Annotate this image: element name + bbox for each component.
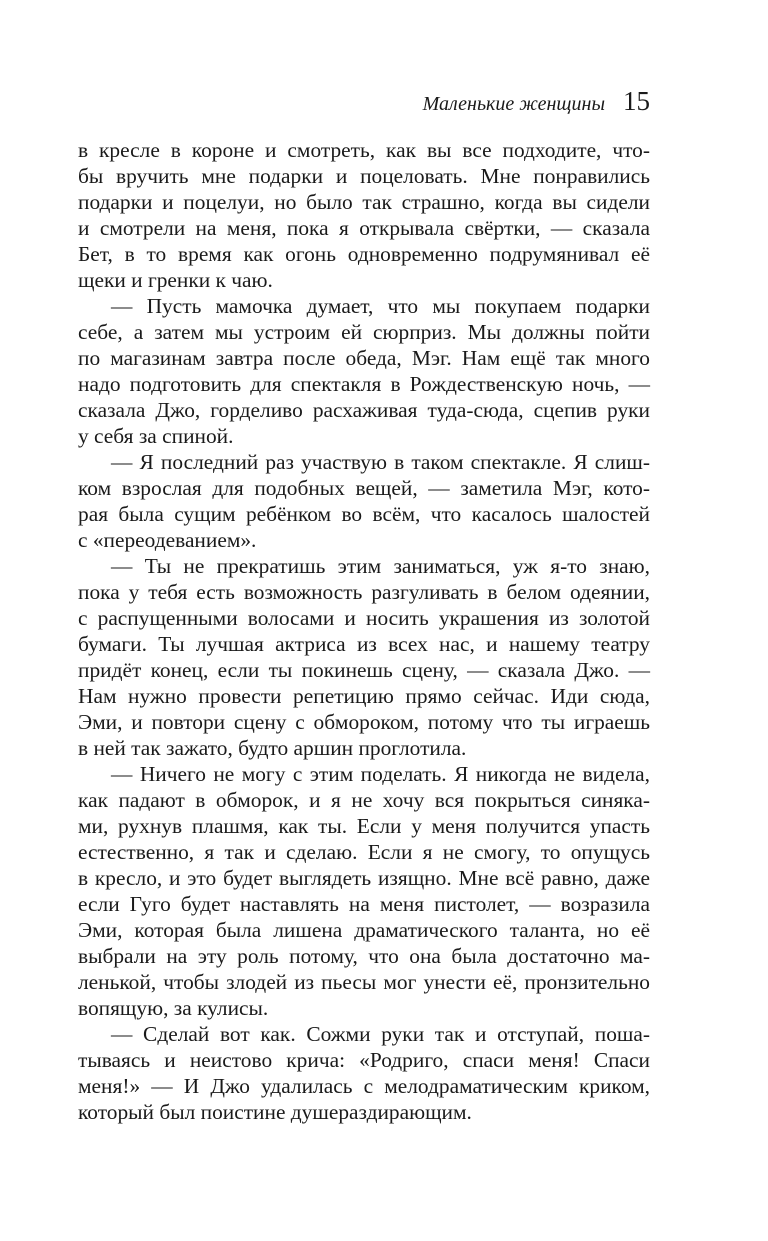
text-line: с распущенными волосами и носить украшения из золотой: [78, 606, 650, 630]
text-line: и смотрели на меня, пока я открывала свёртки, — сказала: [78, 216, 650, 240]
text-line: — Я последний раз участвую в таком спектакле. Я слиш-: [111, 450, 650, 474]
text-line: — Ничего не могу с этим поделать. Я никогда не видела,: [111, 762, 650, 786]
text-line: — Пусть мамочка думает, что мы покупаем подарки: [111, 294, 650, 318]
text-line: Эми, и повтори сцену с обмороком, потому что ты играешь: [78, 710, 650, 734]
text-line: сказала Джо, горделиво расхаживая туда-сюда, сцепив руки: [78, 398, 650, 422]
text-line: щеки и гренки к чаю.: [78, 268, 273, 292]
text-line: тываясь и неистово крича: «Родриго, спаси меня! Спаси: [78, 1048, 650, 1072]
text-line: — Ты не прекратишь этим заниматься, уж я-то знаю,: [111, 554, 650, 578]
text-line: как падают в обморок, и я не хочу вся покрыться синяка-: [78, 788, 650, 812]
text-line: вопящую, за кулисы.: [78, 996, 269, 1020]
text-line: надо подготовить для спектакля в Рождественскую ночь, —: [78, 372, 650, 396]
text-line: по магазинам завтра после обеда, Мэг. Нам ещё так много: [78, 346, 650, 370]
text-line: ленькой, чтобы злодей из пьесы мог унести её, пронзительно: [78, 970, 650, 994]
paragraph: [78, 293, 650, 449]
text-line: который был поистине душераздирающим.: [78, 1100, 472, 1124]
text-line: выбрали на эту роль потому, что она была достаточно ма-: [78, 944, 650, 968]
text-line: с «переодеванием».: [78, 528, 257, 552]
text-line: Нам нужно провести репетицию прямо сейчас. Иди сюда,: [78, 684, 650, 708]
text-line: в кресло, и это будет выглядеть изящно. Мне всё равно, даже: [78, 866, 650, 890]
paragraph: [78, 1021, 650, 1125]
book-title: Маленькие женщины: [422, 93, 605, 115]
paragraph: [78, 761, 650, 1021]
text-line: естественно, я так и сделаю. Если я не смогу, то опущусь: [78, 840, 650, 864]
text-line: подарки и поцелуи, но было так страшно, когда вы сидели: [78, 190, 650, 214]
paragraph: [78, 137, 650, 293]
text-line: придёт конец, если ты покинешь сцену, — сказала Джо. —: [78, 658, 650, 682]
text-line: бумаги. Ты лучшая актриса из всех нас, и нашему театру: [78, 632, 650, 656]
text-line: рая была сущим ребёнком во всём, что касалось шалостей: [78, 502, 650, 526]
text-line: у себя за спиной.: [78, 424, 234, 448]
text-line: бы вручить мне подарки и поцеловать. Мне понравились: [78, 164, 650, 188]
text-line: меня!» — И Джо удалилась с мелодраматическим криком,: [78, 1074, 650, 1098]
page-number: 15: [623, 86, 650, 116]
text-line: Эми, которая была лишена драматического таланта, но её: [78, 918, 650, 942]
text-line: в ней так зажато, будто аршин проглотила.: [78, 736, 467, 760]
paragraph: [78, 553, 650, 761]
text-line: себе, а затем мы устроим ей сюрприз. Мы должны пойти: [78, 320, 650, 344]
running-head: [423, 86, 650, 117]
text-line: ми, рухнув плашмя, как ты. Если у меня получится упасть: [78, 814, 650, 838]
body-text: [78, 137, 650, 1125]
text-line: в кресле в короне и смотреть, как вы все подходите, что-: [78, 138, 650, 162]
paragraph: [78, 449, 650, 553]
text-line: пока у тебя есть возможность разгуливать в белом одеянии,: [78, 580, 650, 604]
text-line: если Гуго будет наставлять на меня пистолет, — возразила: [78, 892, 650, 916]
text-line: Бет, в то время как огонь одновременно подрумянивал её: [78, 242, 650, 266]
text-line: ком взрослая для подобных вещей, — заметила Мэг, кото-: [78, 476, 650, 500]
text-line: — Сделай вот как. Сожми руки так и отступай, поша-: [111, 1022, 650, 1046]
